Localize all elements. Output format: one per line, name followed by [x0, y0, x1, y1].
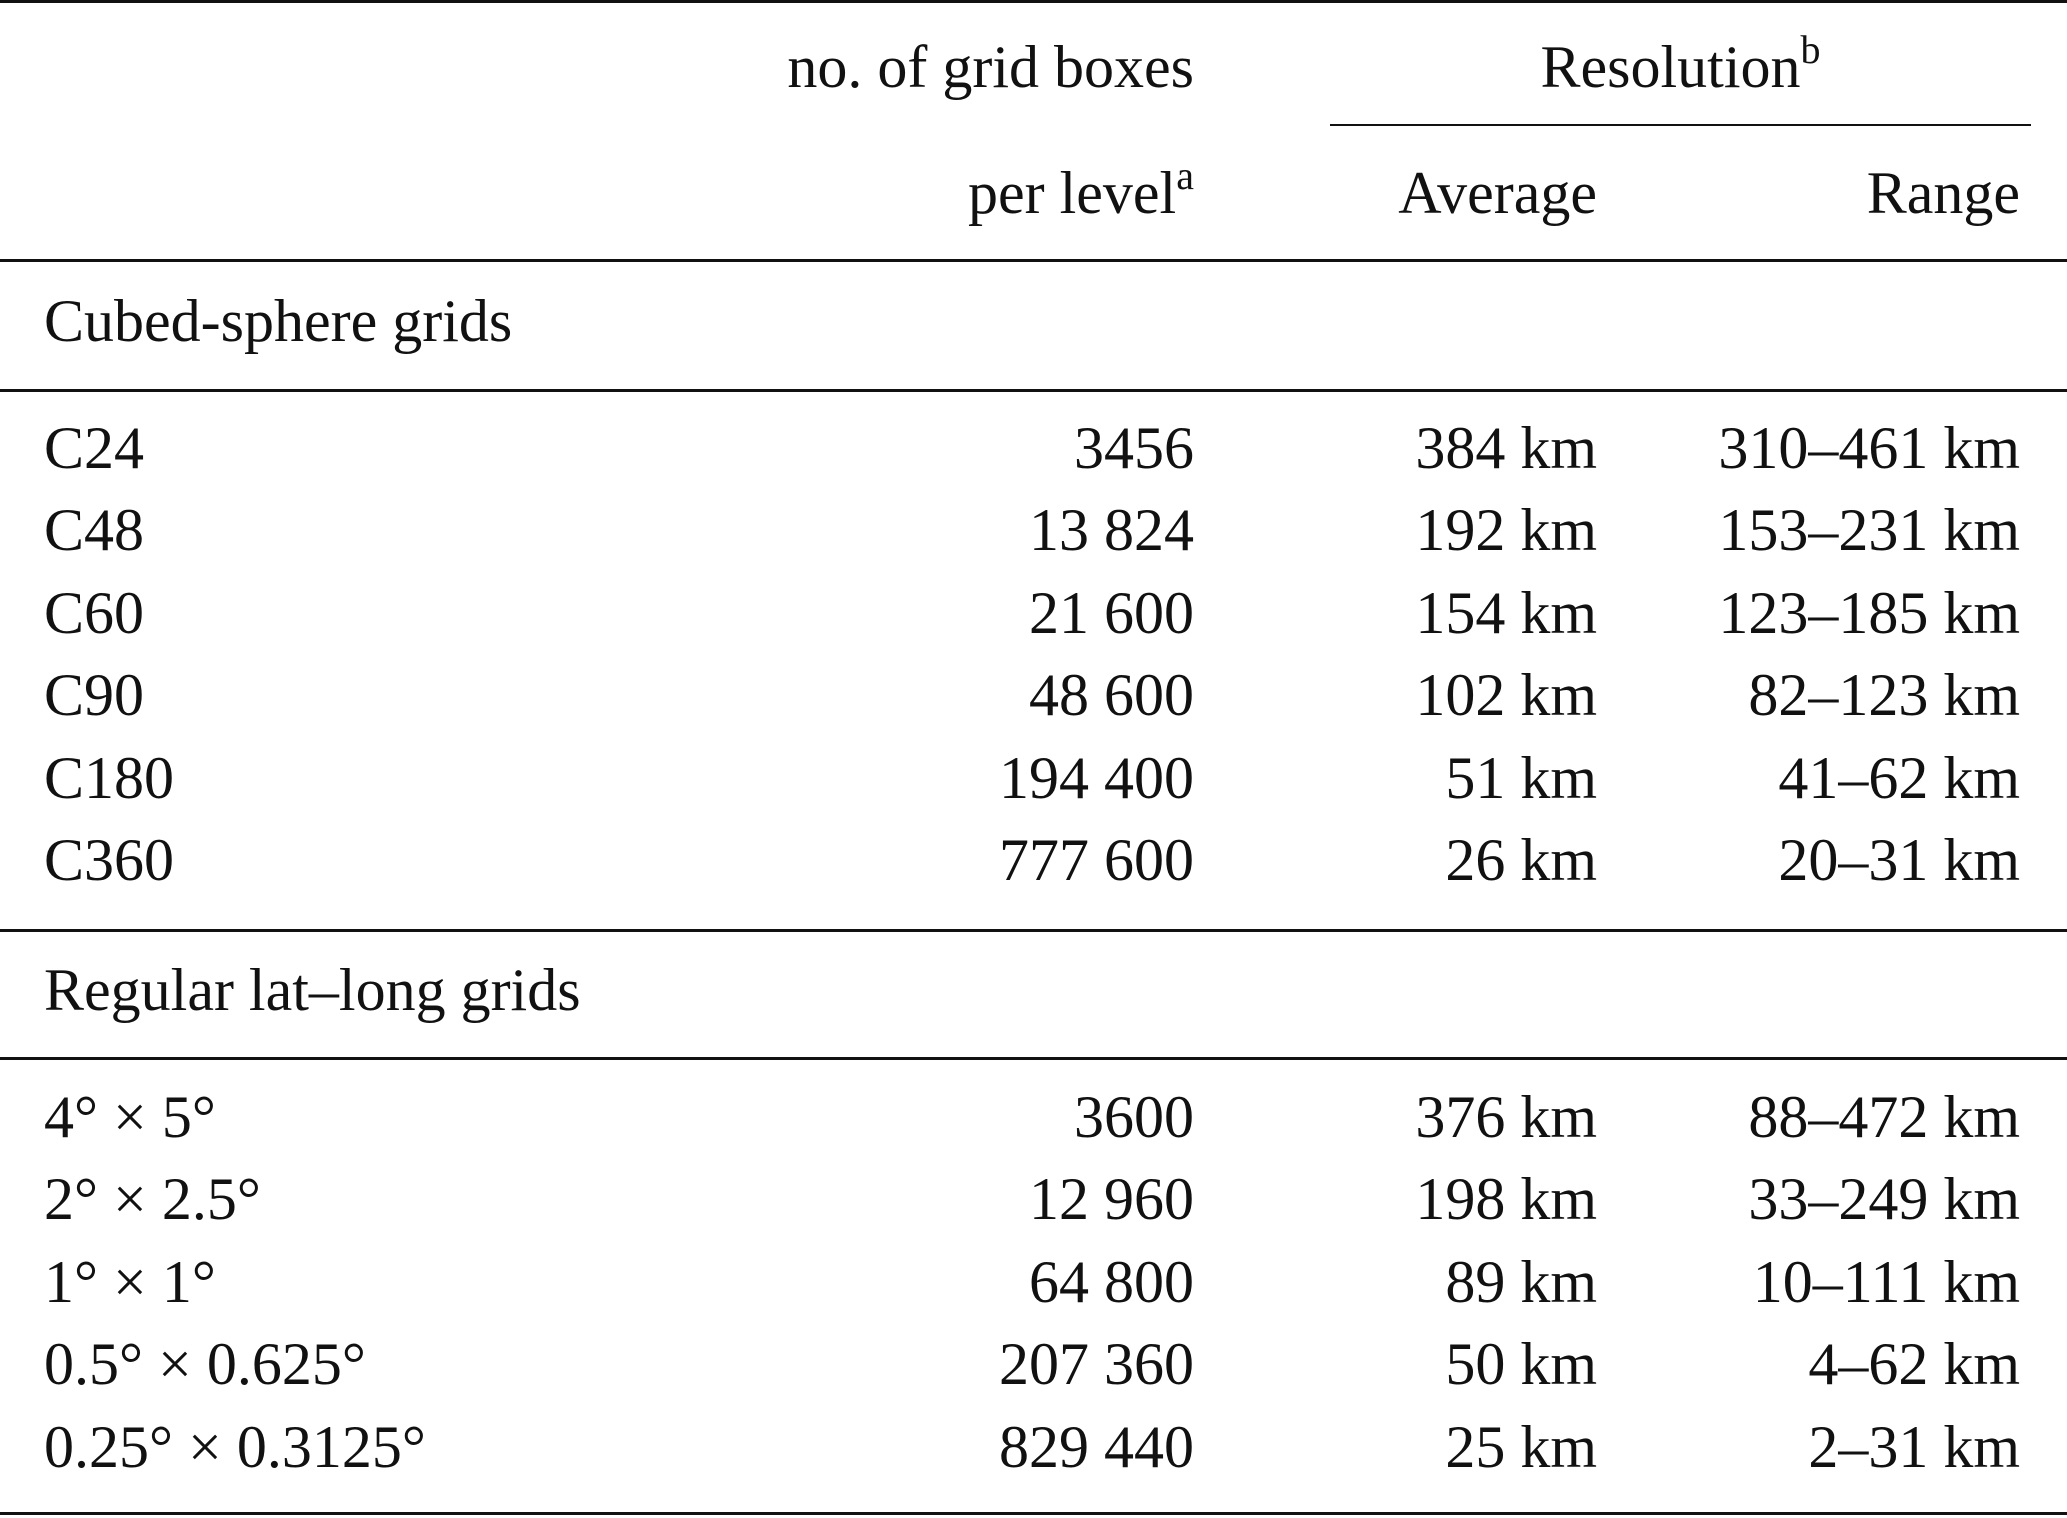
row-average: 376 km [1415, 1084, 1597, 1150]
row-grid: C180 [44, 745, 175, 811]
row-range: 310–461 km [1718, 415, 2020, 481]
row-grid: 2° × 2.5° [44, 1166, 261, 1232]
section-title-cubed-sphere: Cubed-sphere grids [44, 288, 513, 354]
row-range: 88–472 km [1748, 1084, 2020, 1150]
row-boxes: 3600 [1074, 1084, 1194, 1150]
row-average: 50 km [1445, 1331, 1597, 1397]
row-boxes: 64 800 [1029, 1249, 1194, 1315]
row-boxes: 207 360 [999, 1331, 1194, 1397]
row-range: 20–31 km [1778, 827, 2020, 893]
row-boxes: 13 824 [1029, 497, 1194, 563]
row-average: 192 km [1415, 497, 1597, 563]
row-average: 25 km [1445, 1414, 1597, 1480]
header-average: Average [1398, 160, 1597, 226]
row-grid: C360 [44, 827, 175, 893]
table-top-rule [0, 0, 2067, 3]
row-boxes: 21 600 [1029, 580, 1194, 646]
footnote-marker-b: b [1800, 27, 1821, 72]
row-range: 10–111 km [1752, 1249, 2020, 1315]
row-average: 89 km [1445, 1249, 1597, 1315]
row-average: 154 km [1415, 580, 1597, 646]
row-average: 198 km [1415, 1166, 1597, 1232]
row-average: 51 km [1445, 745, 1597, 811]
row-range: 123–185 km [1718, 580, 2020, 646]
header-boxes-line1: no. of grid boxes [787, 34, 1194, 100]
header-range: Range [1866, 160, 2020, 226]
row-grid: 4° × 5° [44, 1084, 216, 1150]
header-boxes-line2: per level$^a$ [968, 153, 1194, 226]
row-boxes: 48 600 [1029, 662, 1194, 728]
row-grid: C90 [44, 662, 145, 728]
row-grid: C24 [44, 415, 145, 481]
row-range: 41–62 km [1778, 745, 2020, 811]
row-grid: 0.25° × 0.3125° [44, 1414, 426, 1480]
row-grid: 1° × 1° [44, 1249, 216, 1315]
row-boxes: 777 600 [999, 827, 1194, 893]
resolution-subrule [1330, 124, 2031, 126]
row-grid: 0.5° × 0.625° [44, 1331, 366, 1397]
row-boxes: 829 440 [999, 1414, 1194, 1480]
row-boxes: 12 960 [1029, 1166, 1194, 1232]
row-boxes: 3456 [1074, 415, 1194, 481]
row-boxes: 194 400 [999, 745, 1194, 811]
row-grid: C48 [44, 497, 145, 563]
row-grid: C60 [44, 580, 145, 646]
footnote-marker-a: a [1176, 153, 1194, 198]
row-range: 2–31 km [1808, 1414, 2020, 1480]
row-average: 26 km [1445, 827, 1597, 893]
header-resolution: Resolution$^b$ [1540, 27, 1821, 100]
row-average: 102 km [1415, 662, 1597, 728]
row-average: 384 km [1415, 415, 1597, 481]
row-range: 4–62 km [1808, 1331, 2020, 1397]
row-range: 33–249 km [1748, 1166, 2020, 1232]
section-2-top-rule [0, 929, 2067, 932]
section-1-title-rule [0, 389, 2067, 392]
section-title-lat-long: Regular lat–long grids [44, 957, 581, 1023]
row-range: 82–123 km [1748, 662, 2020, 728]
header-bottom-rule [0, 259, 2067, 262]
table-bottom-rule [0, 1512, 2067, 1515]
row-range: 153–231 km [1718, 497, 2020, 563]
section-2-title-rule [0, 1057, 2067, 1060]
